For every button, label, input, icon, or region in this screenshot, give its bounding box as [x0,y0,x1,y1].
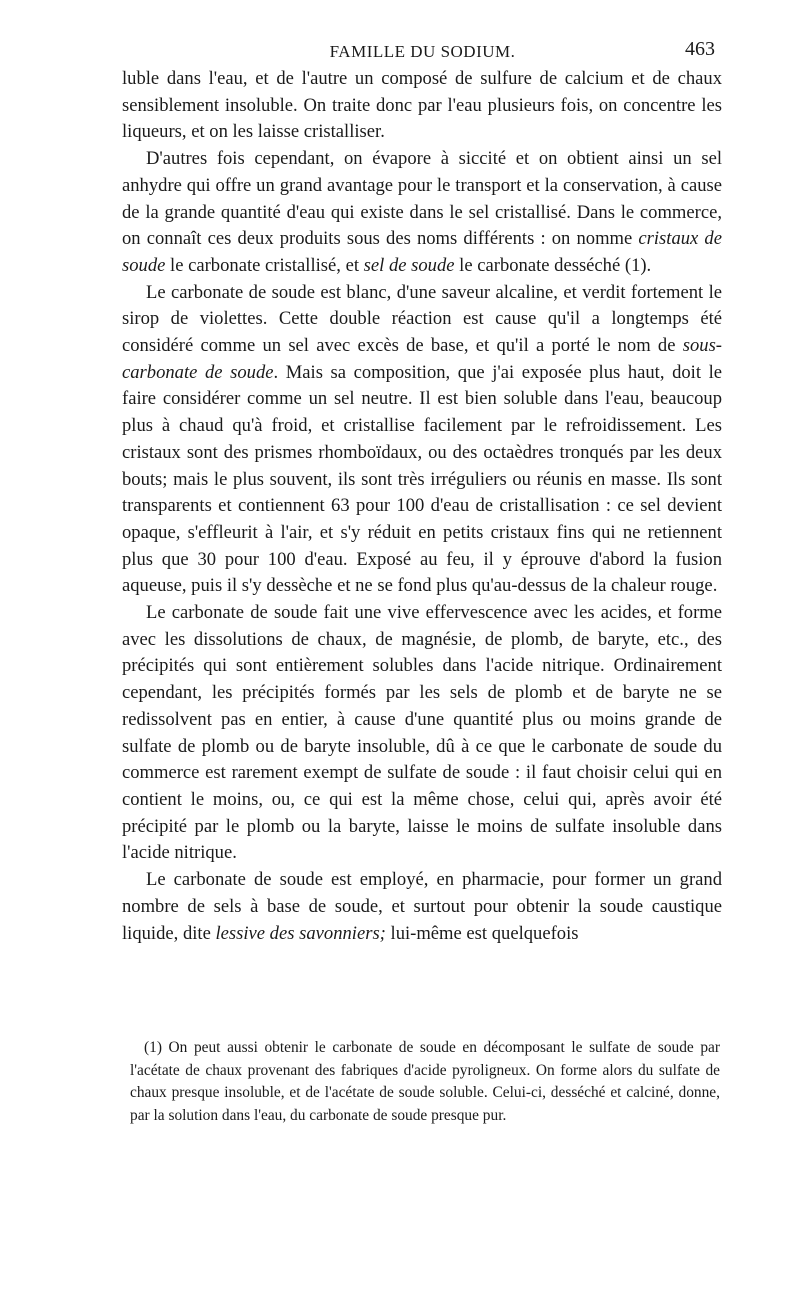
text-run: Le carbonate de soude fait une vive effervescence avec les acides, et forme avec les dissolutions de chaux, de magnésie, de plomb, de baryte, etc., des précipités qui sont entièrement solubles dans l'acide nitrique. Ordinairement cependant, les précipités formés par les sels de plomb et de baryte ne se redissolvent pas en entier, à cause d'une quantité plus ou moins grande de sulfate de plomb ou de baryte insoluble, dû à ce que le carbonate de soude du commerce est rarement exempt de sulfate de soude : il faut choisir celui qui en contient le moins, ou, ce qui est la même chose, celui qui, après avoir été précipité par le plomb ou la baryte, laisse le moins de sulfate insoluble dans l'acide nitrique. [122,602,722,864]
page-number: 463 [685,38,715,60]
paragraph [122,146,722,280]
running-title: FAMILLE DU SODIUM. [329,42,516,61]
footnotes [130,1037,720,1127]
italic-term: sel de soude [363,254,455,276]
text-run: D'autres fois cependant, on évapore à siccité et on obtient ainsi un sel anhydre qui offre un grand avantage pour le transport et la conservation, à cause de la grande quantité d'eau qui existe dans le sel cristallisé. Dans le commerce, on connaît ces deux produits sous des noms différents : on nomme [122,148,722,250]
paragraph [122,280,722,600]
text-run: Le carbonate de soude est employé, en pharmacie, pour former un grand nombre de sels à base de soude, et surtout pour obtenir la soude caustique liquide, dite [122,869,722,944]
text-run: . Mais sa composition, que j'ai exposée plus haut, doit le faire considérer comme un sel neutre. Il est bien soluble dans l'eau, beaucoup plus à chaud qu'à froid, et cristallise facilement par le refroidissement. Les cristaux sont des prismes rhomboïdaux, ou des octaèdres tronqués par les deux bouts; mais le plus souvent, ils sont très irréguliers ou réunis en masse. Ils sont transparents et contiennent 63 pour 100 d'eau de cristallisation : ce sel devient opaque, s'effleurit à l'air, et s'y réduit en petits cristaux fins qui ne retiennent plus que 30 pour 100 d'eau. Exposé au feu, il y éprouve d'abord la fusion aqueuse, puis il s'y dessèche et ne se fond plus qu'au-dessus de la chaleur rouge. [122,361,723,597]
text-run: Le carbonate de soude est blanc, d'une saveur alcaline, et verdit fortement le sirop de violettes. Cette double réaction est cause qu'il a longtemps été considéré comme un sel avec excès de base, et qu'il a porté le nom de [122,281,722,357]
page-header [130,36,715,66]
paragraph [122,867,722,947]
italic-term: sous-carbonate de soude [122,335,722,383]
footnote: (1) On peut aussi obtenir le carbonate de soude en décomposant le sulfate de soude par l'acétate de chaux provenant des fabriques d'acide pyroligneux. On forme alors du sulfate de chaux presque insoluble, et de l'acétate de soude soluble. Celui-ci, desséché et calciné, donne, par la solution dans l'eau, du carbonate de soude presque pur. [130,1039,720,1124]
italic-term: lessive des savonniers; [215,922,386,944]
body-text [122,66,722,947]
text-run: le carbonate desséché (1). [454,254,652,276]
paragraph-continued [122,66,722,146]
italic-term: cristaux de soude [122,228,722,276]
text-run: luble dans l'eau, et de l'autre un composé de sulfure de calcium et de chaux sensiblement insoluble. On traite donc par l'eau plusieurs fois, on concentre les liqueurs, et on les laisse cristalliser. [122,68,722,143]
paragraph [122,600,722,867]
text-run: lui-même est quelquefois [385,922,579,944]
text-run: le carbonate cristallisé, et [165,254,364,276]
